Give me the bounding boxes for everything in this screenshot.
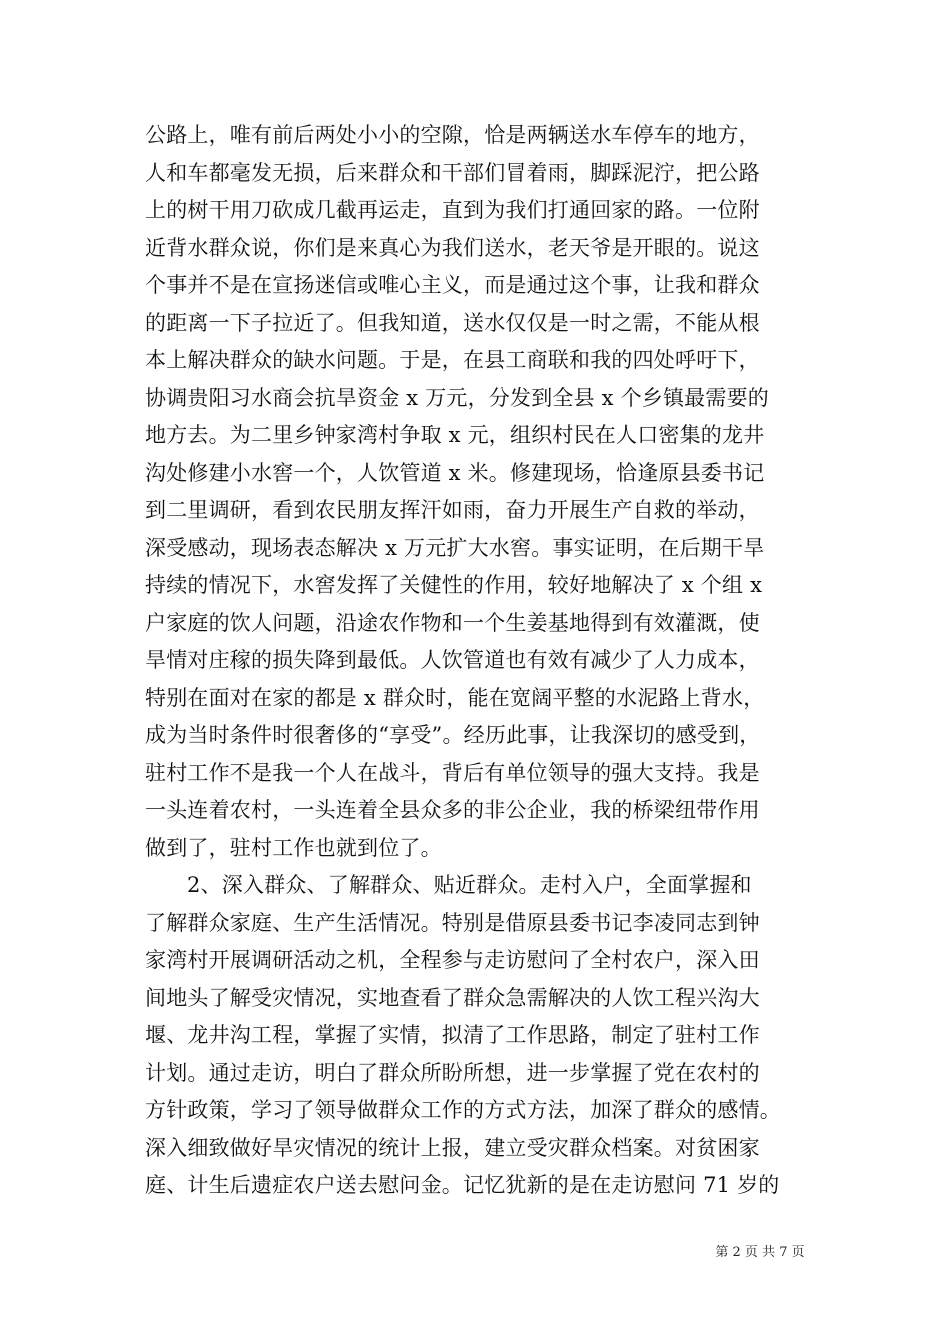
text-line: 近背水群众说，你们是来真心为我们送水，老天爷是开眼的。说这 <box>145 235 760 260</box>
text-line: 的距离一下子拉近了。但我知道，送水仅仅是一时之需，不能从根 <box>145 310 760 335</box>
text-line: 家湾村开展调研活动之机，全程参与走访慰问了全村农户，深入田 <box>145 948 760 972</box>
paragraph-start-line: 2、深入群众、了解群众、贴近群众。走村入户，全面掌握和 <box>187 873 752 897</box>
text-line: 一头连着农村，一头连着全县众多的非公企业，我的桥梁纽带作用 <box>145 798 760 822</box>
text-line: 本上解决群众的缺水问题。于是，在县工商联和我的四处呼吁下， <box>145 348 760 372</box>
text-line: 深受感动，现场表态解决 x 万元扩大水窖。事实证明，在后期干旱 <box>145 535 765 560</box>
text-line: 深入细致做好旱灾情况的统计上报，建立受灾群众档案。对贫困家 <box>145 1135 760 1160</box>
text-line: 人和车都毫发无损，后来群众和干部们冒着雨，脚踩泥泞，把公路 <box>145 160 760 185</box>
text-line: 庭、计生后遗症农户送去慰问金。记忆犹新的是在走访慰问 71 岁的 <box>145 1173 780 1197</box>
page-number: 第 2 页 共 7 页 <box>715 1245 805 1260</box>
text-line: 间地头了解受灾情况，实地查看了群众急需解决的人饮工程兴沟大 <box>145 985 760 1010</box>
text-line: 地方去。为二里乡钟家湾村争取 x 元，组织村民在人口密集的龙井 <box>145 423 765 447</box>
text-line: 特别在面对在家的都是 x 群众时，能在宽阔平整的水泥路上背水， <box>145 685 765 710</box>
text-line: 堰、龙井沟工程，掌握了实情，拟清了工作思路，制定了驻村工作 <box>145 1023 760 1047</box>
text-line: 成为当时条件时很奢侈的“享受”。经历此事，让我深切的感受到， <box>145 723 761 747</box>
text-line: 到二里调研，看到农民朋友挥汗如雨，奋力开展生产自救的举动， <box>145 498 760 522</box>
text-line: 沟处修建小水窖一个，人饮管道 x 米。修建现场，恰逢原县委书记 <box>145 460 765 485</box>
text-line: 计划。通过走访，明白了群众所盼所想，进一步掌握了党在农村的 <box>145 1060 760 1085</box>
text-line: 上的树干用刀砍成几截再运走，直到为我们打通回家的路。一位附 <box>145 198 760 222</box>
document-body <box>145 117 810 1205</box>
text-line: 做到了，驻村工作也就到位了。 <box>145 835 442 860</box>
text-line: 持续的情况下，水窖发挥了关健性的作用，较好地解决了 x 个组 x <box>145 573 763 597</box>
text-line: 个事并不是在宣扬迷信或唯心主义，而是通过这个事，让我和群众 <box>145 273 760 297</box>
text-line: 驻村工作不是我一个人在战斗，背后有单位领导的强大支持。我是 <box>145 760 760 785</box>
text-line: 户家庭的饮人问题，沿途农作物和一个生姜基地得到有效灌溉，使 <box>145 610 760 635</box>
text-line: 协调贵阳习水商会抗旱资金 x 万元，分发到全县 x 个乡镇最需要的 <box>145 385 769 410</box>
text-line: 方针政策，学习了领导做群众工作的方式方法，加深了群众的感情。 <box>145 1098 781 1122</box>
text-line: 公路上，唯有前后两处小小的空隙，恰是两辆送水车停车的地方， <box>145 123 760 147</box>
text-line: 了解群众家庭、生产生活情况。特别是借原县委书记李凌同志到钟 <box>145 910 760 935</box>
text-line: 旱情对庄稼的损失降到最低。人饮管道也有效有减少了人力成本， <box>145 648 760 672</box>
